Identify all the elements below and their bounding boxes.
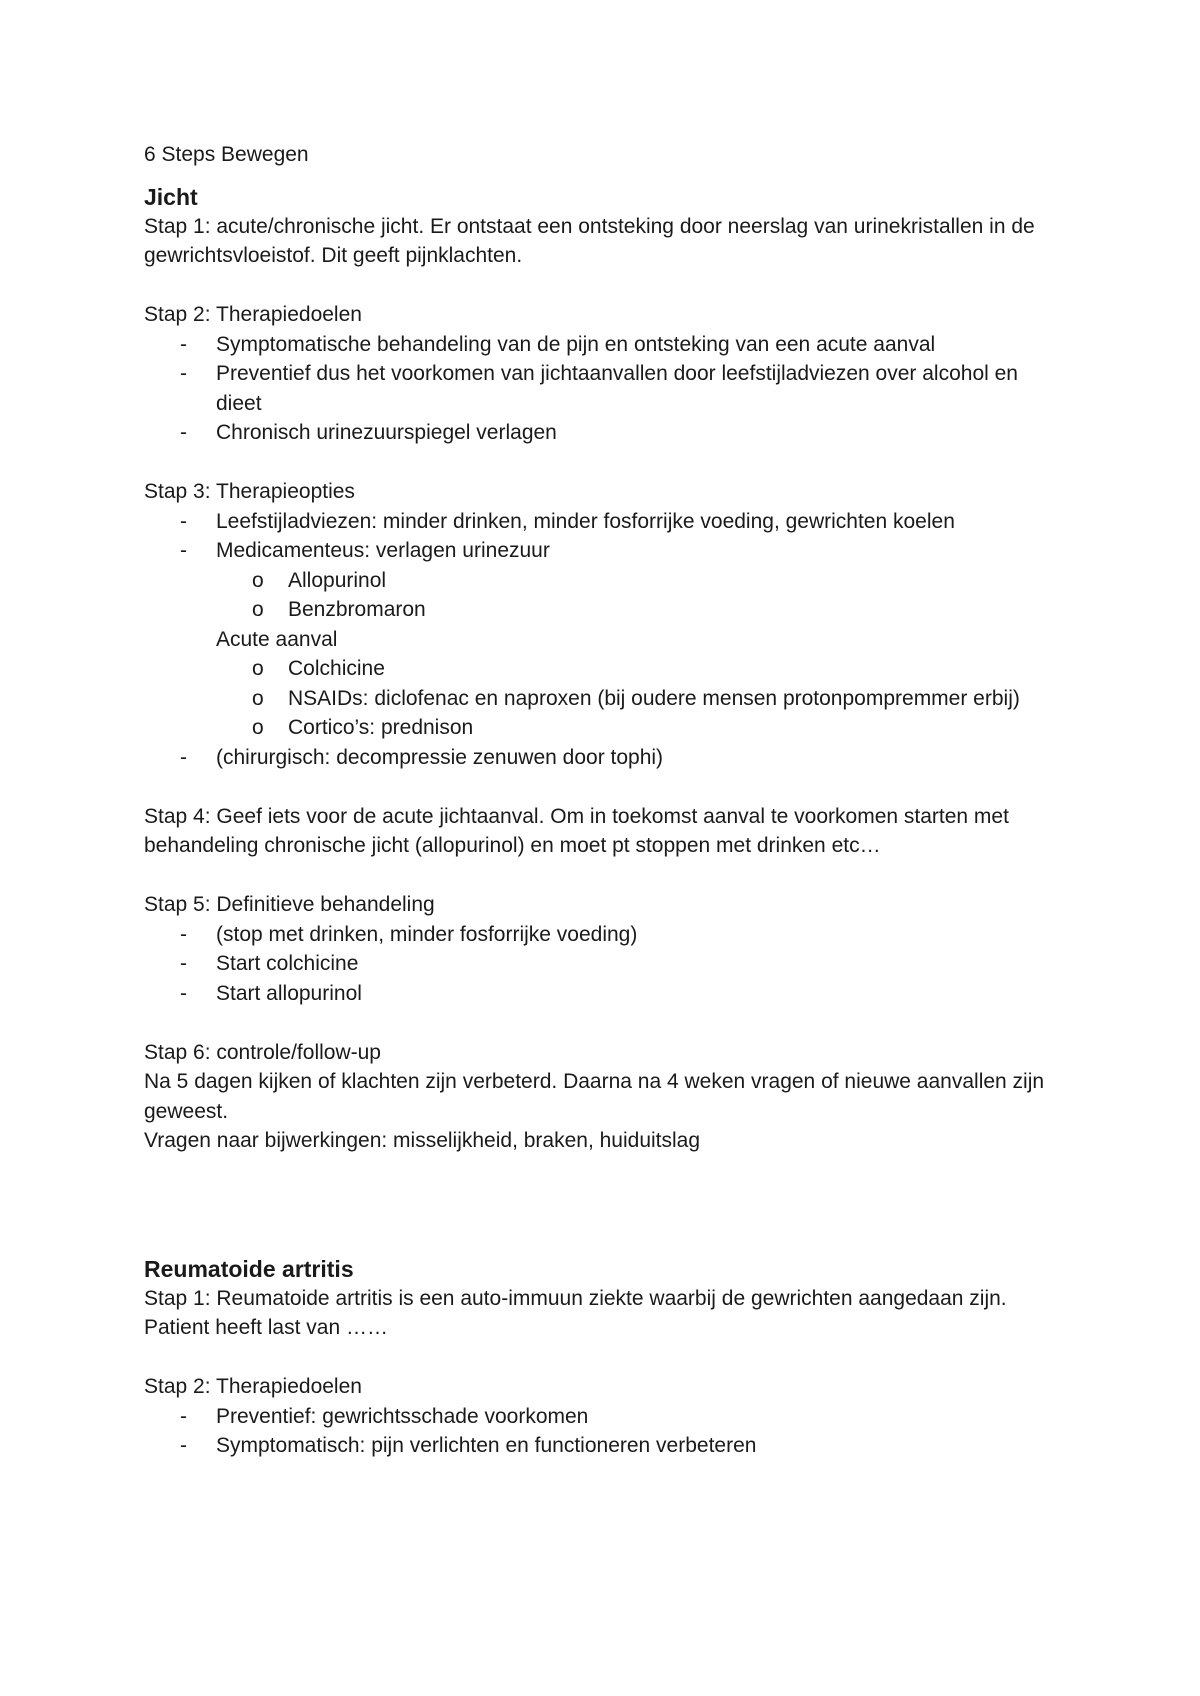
jicht-stap4: Stap 4: Geef iets voor de acute jichtaanval. Om in toekomst aanval te voorkomen starten met behandeling chronische jicht (allopurinol) en moet pt stoppen met drinken etc…	[144, 804, 1009, 857]
list-item: - Symptomatische behandeling van de pijn en ontsteking van een acute aanval	[216, 330, 1064, 360]
jicht-stap3-label: Stap 3: Therapieopties	[144, 480, 355, 503]
section-heading-jicht: Jicht	[144, 183, 198, 210]
jicht-stap1: Stap 1: acute/chronische jicht. Er ontstaat een ontsteking door neerslag van urinekristallen in de gewrichtsvloeistof. Dit geeft pijnklachten.	[144, 214, 1035, 267]
list-item: - Symptomatisch: pijn verlichten en functioneren verbeteren	[216, 1431, 1064, 1461]
sublist-item: o Allopurinol	[288, 566, 1064, 596]
spacer	[144, 861, 1064, 891]
jicht-stap5-list	[144, 920, 1064, 1009]
jicht-stap5-label: Stap 5: Definitieve behandeling	[144, 893, 435, 916]
jicht-stap6-label: Stap 6: controle/follow-up	[144, 1040, 381, 1064]
list-item: - Start allopurinol	[216, 979, 1064, 1009]
spacer	[144, 448, 1064, 478]
list-item: - (chirurgisch: decompressie zenuwen door tophi)	[216, 743, 1064, 773]
jicht-stap3-list	[144, 507, 1064, 773]
jicht-stap6-line1: Na 5 dagen kijken of klachten zijn verbeterd. Daarna na 4 weken vragen of nieuwe aanvallen zijn geweest.	[144, 1070, 1045, 1123]
sublist-item: o NSAIDs: diclofenac en naproxen (bij oudere mensen protonpompremmer erbij)	[288, 684, 1064, 714]
list-item: - (stop met drinken, minder fosforrijke voeding)	[216, 920, 1064, 950]
list-item-text: Medicamenteus: verlagen urinezuur	[216, 539, 550, 562]
list-item: - Preventief: gewrichtsschade voorkomen	[216, 1402, 1064, 1432]
list-item: - Chronisch urinezuurspiegel verlagen	[216, 418, 1064, 448]
sublist-item: o Colchicine	[288, 654, 1064, 684]
ra-stap2-list	[144, 1402, 1064, 1461]
list-item	[216, 536, 1064, 743]
list-item: - Leefstijladviezen: minder drinken, minder fosforrijke voeding, gewrichten koelen	[216, 507, 1064, 537]
acute-sublist	[216, 654, 1064, 743]
ra-stap1: Stap 1: Reumatoide artritis is een auto-immuun ziekte waarbij de gewrichten aangedaan zijn. Patient heeft last van ……	[144, 1286, 1007, 1339]
document-page	[144, 140, 1064, 1461]
spacer	[144, 1343, 1064, 1373]
jicht-stap2-label: Stap 2: Therapiedoelen	[144, 303, 362, 326]
sublist-item: o Cortico’s: prednison	[288, 713, 1064, 743]
list-item: - Start colchicine	[216, 949, 1064, 979]
section-heading-reumatoide-artritis: Reumatoide artritis	[144, 1255, 354, 1282]
ra-stap2-label: Stap 2: Therapiedoelen	[144, 1375, 362, 1398]
jicht-stap6-line2: Vragen naar bijwerkingen: misselijkheid, braken, huiduitslag	[144, 1129, 701, 1152]
acute-aanval-label: Acute aanval	[216, 627, 338, 651]
spacer	[144, 1008, 1064, 1038]
sublist-item: o Benzbromaron	[288, 595, 1064, 625]
spacer	[144, 271, 1064, 301]
spacer	[144, 772, 1064, 802]
jicht-stap2-list	[144, 330, 1064, 448]
list-item: - Preventief dus het voorkomen van jichtaanvallen door leefstijladviezen over alcohol en dieet	[216, 359, 1064, 418]
document-title: 6 Steps Bewegen	[144, 143, 309, 166]
medication-sublist	[216, 566, 1064, 625]
